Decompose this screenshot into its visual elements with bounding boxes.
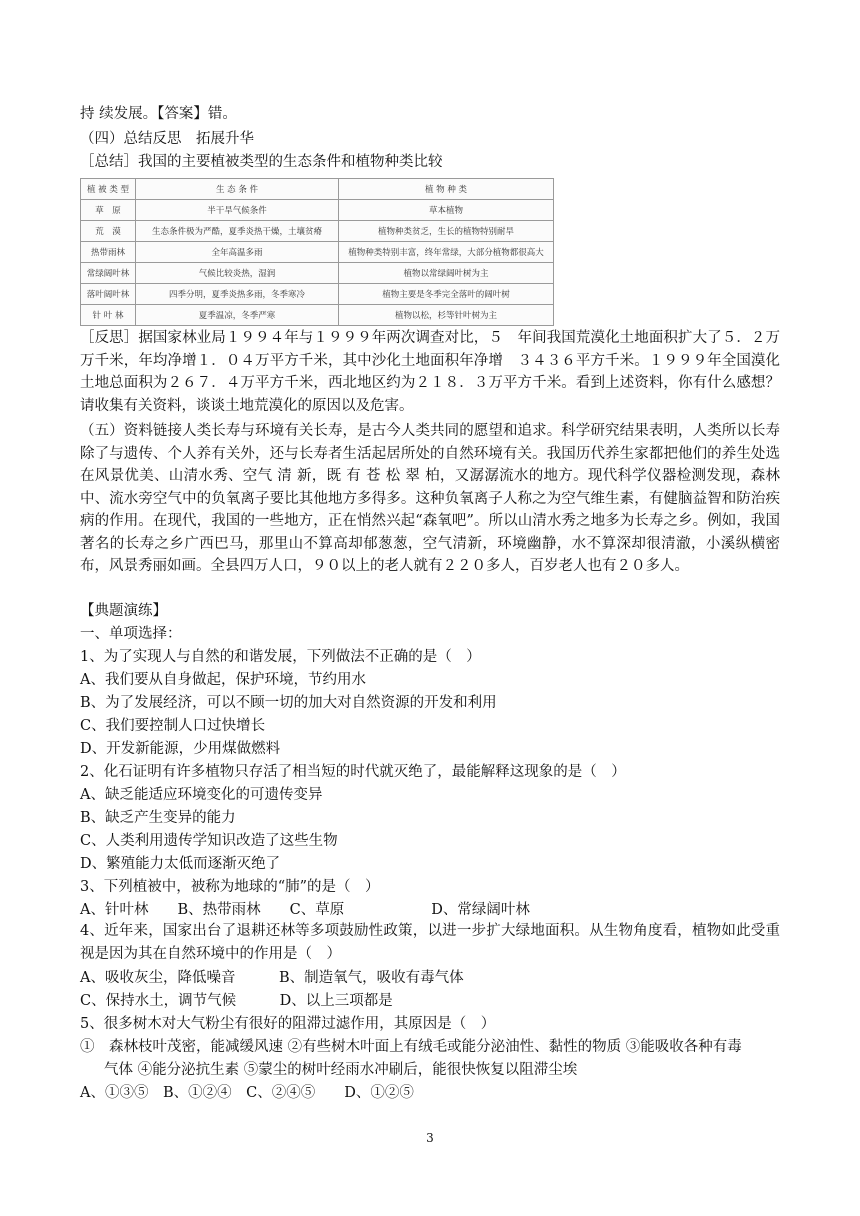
section-heading: （四）总结反思 拓展升华 [80,131,254,147]
table-cell: 落叶阔叶林 [81,284,136,305]
table-row [81,284,554,305]
reflection-paragraph: ［反思］据国家林业局１９９４年与１９９９年两次调查对比，５ 年间我国荒漠化土地面积扩大了５．２万万千米，年均净增１．０４万平方千米，其中沙化土地面积年净增 ３４３６平方千米。１９９９年全国漠化土地总面积为２６７．４万平方千米，西北地区约为２１８．３万平方千米。看到上述资料，你有什么感想？请收集有关资料，谈谈土地荒漠化的原因以及危害。 [80,330,780,414]
options-4ab: A、吸收灰尘，降低噪音 B、制造氧气，吸收有毒气体 [80,970,464,986]
statements-5-line2: 气体 ④能分泌抗生素 ⑤蒙尘的树叶经雨水冲刷后，能很快恢复以阻滞尘埃 [104,1062,578,1078]
table-cell: 针 叶 林 [81,305,136,326]
question-4: 4、近年来，国家出台了退耕还林等多项鼓励性政策，以进一步扩大绿地面积。从生物角度看，植物如此受重视是因为其在自然环境中的作用是（ ） [80,923,780,962]
question-1: 1、为了实现人与自然的和谐发展，下列做法不正确的是（ ） [80,649,481,665]
question-5: 5、很多树木对大气粉尘有很好的阻滞过滤作用，其原因是（ ） [80,1016,496,1032]
option-2d: D、繁殖能力太低而逐渐灭绝了 [80,856,281,872]
table-header-cell: 生 态 条 件 [136,179,339,200]
table-cell: 草本植物 [339,200,554,221]
resource-paragraph: （五）资料链接人类长寿与环境有关长寿，是古今人类共同的愿望和追求。科学研究结果表明，人类所以长寿除了与遗传、个人养有关外，还与长寿者生活起居所处的自然环境有关。我国历代养生家都把他们的养生处选在风景优美、山清水秀、空气 清 新，既 有 苍 松 翠 柏，又潺潺流水的地方。现代科学仪器检测发现，森林中、流水旁空气中的负氧离子要比其他地方多得多。这种负氧离子人称之为空气维生素，有健脑益智和防治疾病的作用。在现代，我国的一些地方，正在悄然兴起“森氧吧”。所以山清水秀之地多为长寿之乡。例如，我国著名的长寿之乡广西巴马，那里山不算高却郁葱葱，空气清新，环境幽静，水不算深却很清澈，小溪纵横密布，风景秀丽如画。全县四万人口，９０以上的老人就有２２０多人，百岁老人也有２０多人。 [80,423,780,574]
text-line: 持 续发展。【答案】错。 [80,106,237,122]
table-row [81,263,554,284]
table-cell: 草 原 [81,200,136,221]
table-row [81,221,554,242]
table-cell: 植物种类贫乏，生长的植物特别耐旱 [339,221,554,242]
table-header-cell: 植 物 种 类 [339,179,554,200]
table-cell: 植物以常绿阔叶树为主 [339,263,554,284]
option-1b: B、为了发展经济，可以不顾一切的加大对自然资源的开发和利用 [80,695,497,711]
table-cell: 荒 漠 [81,221,136,242]
question-2: 2、化石证明有许多植物只存活了相当短的时代就灭绝了，最能解释这现象的是（ ） [80,764,626,780]
option-2c: C、人类利用遗传学知识改造了这些生物 [80,833,338,849]
table-cell: 气候比较炎热，湿润 [136,263,339,284]
option-1d: D、开发新能源，少用煤做燃料 [80,741,281,757]
option-2b: B、缺乏产生变异的能力 [80,810,236,826]
statements-5-line1: ① 森林枝叶茂密，能减缓风速 ②有些树木叶面上有绒毛或能分泌油性、黏性的物质 ③能吸收各种有毒 [80,1039,742,1055]
table-cell: 四季分明，夏季炎热多雨，冬季寒冷 [136,284,339,305]
table-cell: 全年高温多雨 [136,242,339,263]
summary-heading: ［总结］我国的主要植被类型的生态条件和植物种类比较 [80,154,443,170]
table-cell: 生态条件极为严酷，夏季炎热干燥，土壤贫瘠 [136,221,339,242]
table-cell: 植物以松，杉等针叶树为主 [339,305,554,326]
table-cell: 常绿阔叶林 [81,263,136,284]
table-cell: 植物种类特别丰富，终年常绿，大部分植物都很高大 [339,242,554,263]
table-row [81,242,554,263]
options-4cd: C、保持水土，调节气候 D、以上三项都是 [80,993,393,1009]
vegetation-comparison-table [80,178,554,326]
table-cell: 植物主要是冬季完全落叶的阔叶树 [339,284,554,305]
options-5: A、①③⑤ B、①②④ C、②④⑤ D、①②⑤ [80,1085,414,1101]
practice-title: 【典题演练】 [80,603,167,619]
question-3: 3、下列植被中，被称为地球的“肺”的是（ ） [80,879,380,895]
option-1c: C、我们要控制人口过快增长 [80,718,266,734]
page-number: 3 [426,1131,434,1145]
option-2a: A、缺乏能适应环境变化的可遗传变异 [80,787,323,803]
table-cell: 热带雨林 [81,242,136,263]
table-row [81,305,554,326]
table-row [81,200,554,221]
table-header-cell: 植 被 类 型 [81,179,136,200]
table-header-row [81,179,554,200]
section-label: 一、单项选择： [80,626,182,642]
table-cell: 半干旱气候条件 [136,200,339,221]
table-cell: 夏季温凉，冬季严寒 [136,305,339,326]
options-3: A、针叶林 B、热带雨林 C、草原 D、常绿阔叶林 [80,902,530,918]
option-1a: A、我们要从自身做起，保护环境，节约用水 [80,672,366,688]
